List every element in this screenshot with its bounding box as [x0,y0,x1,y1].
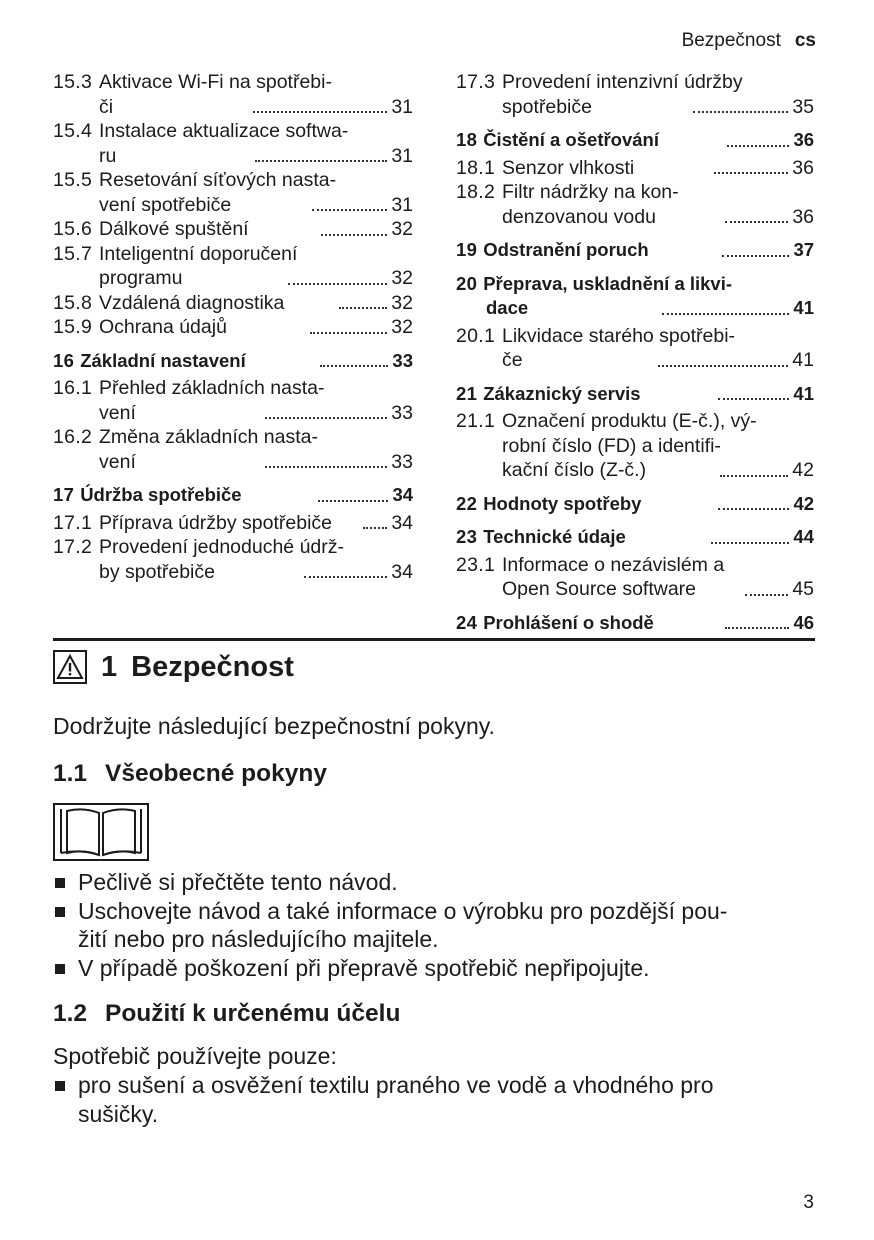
toc-chapter-entry[interactable] [53,349,413,374]
toc-leader-dots [304,576,387,578]
toc-chapter-entry[interactable] [456,611,814,636]
toc-leader-dots [253,111,387,113]
toc-title: Přehled základních nasta- [99,377,325,399]
toc-line [456,458,814,483]
toc-title: Provedení intenzivní údržby [502,71,743,93]
toc-title: Základní nastavení [80,349,246,371]
toc-page-number: 37 [793,239,815,260]
toc-line [456,180,814,205]
toc-title: Hodnoty spotřeby [483,492,642,514]
toc-entry[interactable] [53,291,413,316]
toc-number: 17 [53,484,75,505]
toc-page-number: 45 [792,578,815,600]
toc-page-number: 36 [793,129,815,150]
running-header-language: cs [794,30,816,51]
toc-title: Open Source software [502,578,697,600]
toc-line [53,483,413,508]
section-1-2-title: Použití k určenému účelu [105,1000,401,1027]
toc-entry[interactable] [53,425,413,474]
toc-leader-dots [711,542,790,544]
toc-entry[interactable] [53,535,413,584]
section-1-2-heading [53,1000,400,1028]
toc-number: 22 [456,492,478,514]
toc-page-number: 41 [792,349,814,371]
toc-page-number: 32 [391,267,414,289]
toc-line [53,119,413,144]
section-1-1-heading [53,760,327,788]
toc-leader-dots [363,527,388,529]
toc-number: 18 [456,129,478,150]
toc-title: Zákaznický servis [483,382,641,404]
toc-title: Údržba spotřebiče [80,484,242,505]
toc-title: če [502,349,523,371]
toc-right-column [456,70,814,638]
toc-leader-dots [662,313,790,315]
toc-entry[interactable] [456,553,814,602]
toc-page-number: 32 [391,218,414,240]
toc-title: Likvidace starého spotřebi- [502,324,736,347]
toc-title: Instalace aktualizace softwa- [99,120,349,142]
toc-leader-dots [318,500,388,502]
toc-title: Filtr nádržky na kon- [502,181,679,203]
toc-entry[interactable] [53,376,413,425]
toc-page-number: 34 [391,560,413,583]
toc-page-number: 33 [391,401,413,424]
toc-title: Dálkové spuštění [99,218,249,240]
toc-leader-dots [720,475,788,477]
toc-chapter-entry[interactable] [456,128,814,153]
toc-line [53,315,413,340]
toc-chapter-entry[interactable] [456,272,814,321]
toc-page-number: 35 [792,95,815,118]
toc-entry[interactable] [456,70,814,119]
toc-number: 23 [456,526,478,547]
toc-title: Příprava údržby spotřebiče [99,511,333,534]
toc-leader-dots [265,417,388,419]
toc-page-number: 42 [792,459,814,481]
bullet-text: Uschovejte návod a také informace o výrobku pro pozdější pou- žití nebo pro následujícího majitele. [78,897,728,952]
toc-line [456,272,814,297]
toc-entry[interactable] [53,217,413,242]
toc-number: 17.3 [456,71,496,93]
toc-leader-dots [658,365,788,367]
toc-title: Provedení jednoduché údrž- [99,536,344,558]
warning-icon [53,650,87,684]
toc-line [456,238,814,263]
toc-title: Inteligentní doporučení [99,242,298,265]
toc-title: Odstranění poruch [483,239,649,260]
toc-left-column [53,70,413,584]
toc-number: 17.2 [53,536,93,558]
toc-title: vení [99,450,136,473]
toc-entry[interactable] [53,242,413,291]
toc-line [53,168,413,193]
toc-line [53,291,413,316]
toc-number: 15.7 [53,242,93,265]
toc-entry[interactable] [456,324,814,373]
toc-number: 23.1 [456,553,496,576]
bullet-item [53,1071,823,1128]
toc-line [53,217,413,242]
toc-line [456,70,814,95]
toc-entry[interactable] [53,315,413,340]
toc-line [53,144,413,169]
toc-number: 20.1 [456,324,496,347]
toc-page-number: 33 [392,349,413,371]
toc-line [53,511,413,536]
toc-title: vení [99,401,136,424]
toc-page-number: 33 [391,450,413,473]
toc-title: Změna základních nasta- [99,426,318,448]
toc-number: 18.2 [456,181,496,203]
toc-number: 15.9 [53,316,93,338]
toc-page-number: 31 [391,144,414,167]
toc-leader-dots [722,255,789,257]
toc-number: 16.2 [53,426,93,448]
toc-line [53,70,413,95]
toc-title: kační číslo (Z-č.) [502,459,647,481]
toc-leader-dots [714,172,788,174]
toc-number: 15.5 [53,169,93,191]
section-1-1-number: 1.1 [53,760,88,787]
toc-chapter-entry[interactable] [456,382,814,407]
toc-leader-dots [255,160,387,162]
toc-line [53,266,413,291]
toc-line [456,382,814,407]
toc-page-number: 42 [793,492,815,514]
toc-number: 15.8 [53,291,93,314]
toc-page-number: 36 [792,156,814,179]
toc-line [456,296,814,321]
toc-leader-dots [321,234,387,236]
bullet-text: V případě poškození při přepravě spotřebič nepřipojujte. [78,954,650,981]
toc-entry[interactable] [53,168,413,217]
toc-line [456,128,814,153]
bullet-text: pro sušení a osvěžení textilu praného ve vodě a vhodného pro sušičky. [78,1072,714,1127]
bullet-square-icon [55,907,65,917]
toc-title: Ochrana údajů [99,316,227,338]
toc-entry[interactable] [456,156,814,181]
toc-leader-dots [339,307,387,309]
toc-page-number: 31 [391,95,414,118]
toc-number: 17.1 [53,511,93,534]
section-divider [53,638,815,641]
toc-line [53,401,413,426]
toc-title: ru [99,144,117,167]
toc-leader-dots [725,627,790,629]
toc-title: či [99,95,114,118]
toc-page-number: 46 [793,611,815,633]
toc-line [53,349,413,374]
toc-entry[interactable] [456,409,814,483]
toc-page-number: 44 [793,526,814,547]
toc-leader-dots [265,466,388,468]
toc-entry[interactable] [456,180,814,229]
toc-title: by spotřebiče [99,560,215,583]
bullet-square-icon [55,878,65,888]
toc-number: 21 [456,382,478,404]
toc-leader-dots [312,209,387,211]
toc-line [53,425,413,450]
toc-number: 18.1 [456,156,496,179]
toc-number: 16.1 [53,377,93,399]
toc-line [456,409,814,434]
toc-title: Senzor vlhkosti [502,156,635,179]
toc-entry[interactable] [53,70,413,119]
toc-leader-dots [693,111,788,113]
toc-number: 15.6 [53,218,93,240]
bullet-square-icon [55,964,65,974]
toc-chapter-entry[interactable] [456,525,814,550]
section-1-title: Bezpečnost [131,650,294,683]
toc-line [456,611,814,636]
bullet-text: Pečlivě si přečtěte tento návod. [78,869,398,895]
toc-entry[interactable] [53,511,413,536]
toc-line [53,560,413,585]
toc-line [456,95,814,120]
toc-title: Čistění a ošetřování [483,129,659,150]
toc-title: dace [486,297,529,318]
toc-number: 16 [53,349,75,371]
toc-chapter-entry[interactable] [53,483,413,508]
toc-title: spotřebiče [502,95,592,118]
toc-leader-dots [725,221,788,223]
toc-line [456,525,814,550]
general-instructions-list [53,868,823,982]
toc-entry[interactable] [53,119,413,168]
toc-page-number: 34 [391,511,414,534]
bullet-item [53,897,823,954]
toc-title: programu [99,267,183,289]
toc-line [53,95,413,120]
toc-title: Přeprava, uskladnění a likvi- [483,272,733,294]
toc-page-number: 36 [792,205,815,228]
toc-title: Vzdálená diagnostika [99,291,285,314]
toc-page-number: 31 [391,193,414,216]
toc-number: 20 [456,272,478,294]
toc-title: robní číslo (FD) a identifi- [502,434,721,457]
section-1-1-title: Všeobecné pokyny [105,760,327,787]
toc-leader-dots [745,594,788,596]
toc-leader-dots [320,365,388,367]
toc-page-number: 41 [793,382,814,404]
toc-chapter-entry[interactable] [456,492,814,517]
toc-leader-dots [310,332,387,334]
section-1-2-number: 1.2 [53,1000,88,1027]
toc-title: Technické údaje [483,526,626,547]
toc-page-number: 32 [391,291,413,314]
toc-leader-dots [288,283,387,285]
toc-number: 21.1 [456,410,496,432]
page-number: 3 [803,1192,814,1213]
bullet-item [53,954,823,983]
toc-leader-dots [727,145,789,147]
toc-number: 24 [456,611,478,633]
toc-title: Informace o nezávislém a [502,553,725,576]
toc-line [456,434,814,459]
toc-leader-dots [718,398,789,400]
section-1-2-intro: Spotřebič používejte pouze: [53,1043,337,1069]
toc-line [456,156,814,181]
toc-line [456,324,814,349]
running-header [682,30,816,52]
toc-title: Prohlášení o shodě [483,611,654,633]
toc-line [456,553,814,578]
toc-leader-dots [718,508,789,510]
section-1-intro: Dodržujte následující bezpečnostní pokyny. [53,713,495,739]
bullet-item [53,868,823,897]
toc-line [456,577,814,602]
toc-line [53,193,413,218]
toc-line [456,348,814,373]
toc-title: Označení produktu (E-č.), vý- [502,410,757,432]
toc-title: denzovanou vodu [502,205,656,228]
intended-use-list [53,1071,823,1128]
toc-line [456,492,814,517]
toc-page-number: 34 [392,484,414,505]
toc-chapter-entry[interactable] [456,238,814,263]
toc-line [53,242,413,267]
toc-line [53,376,413,401]
toc-line [456,205,814,230]
toc-title: vení spotřebiče [99,193,232,216]
toc-number: 15.4 [53,120,93,142]
toc-title: Resetování síťových nasta- [99,169,337,191]
bullet-square-icon [55,1081,65,1091]
read-manual-icon [53,803,149,866]
toc-line [53,535,413,560]
section-1-heading [53,650,294,684]
toc-number: 15.3 [53,71,93,93]
toc-number: 19 [456,239,478,260]
running-header-section: Bezpečnost [681,30,781,51]
toc-page-number: 32 [391,316,413,338]
toc-line [53,450,413,475]
toc-page-number: 41 [793,297,814,318]
section-1-number: 1 [101,650,118,683]
toc-title: Aktivace Wi-Fi na spotřebi- [99,71,332,93]
